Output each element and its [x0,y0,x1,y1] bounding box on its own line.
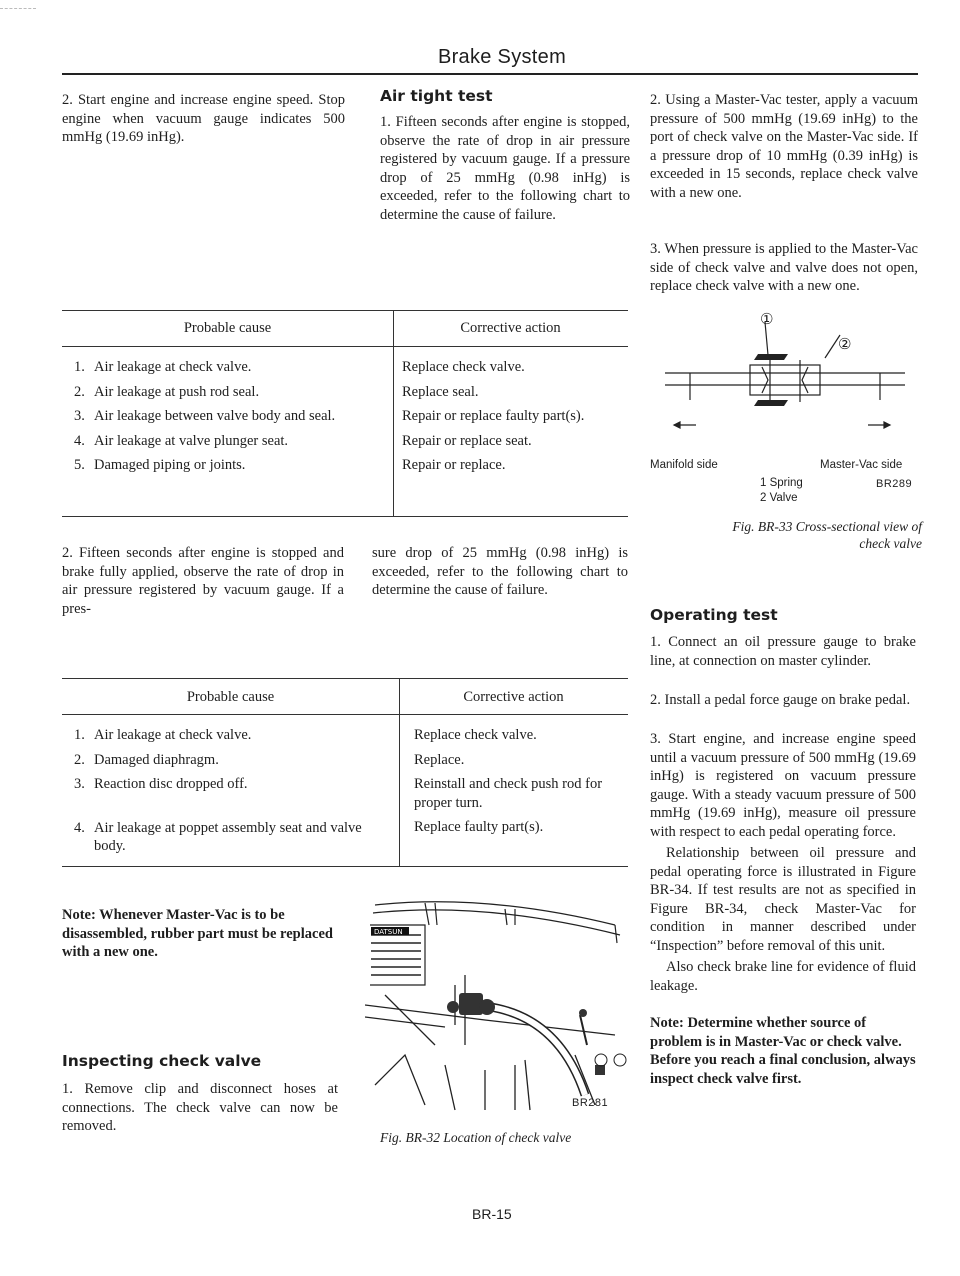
table-1-divider [393,310,394,516]
table-row: 3. Reaction disc dropped off. [74,776,248,793]
table-2-causes [74,726,374,862]
operating-heading: Operating test [650,606,778,624]
left-note: Note: Whenever Master-Vac is to be disassembled, rubber part must be replaced with a new one. [62,907,333,961]
header-rule [62,73,918,75]
right-note: Note: Determine whether source of problem is in Master-Vac or check valve. Before you reach a final conclusion, always inspect check valve first. [650,1015,916,1087]
table-row: 1. Air leakage at check valve. [74,727,252,743]
table-1-causes [74,358,364,481]
fig-br33-diagram [650,310,920,440]
fig-br33-left-label: Manifold side [650,459,718,471]
table-2-col-action: Corrective action [463,689,564,705]
right-top-paragraph-2: 2. Using a Master-Vac tester, apply a vacuum pressure of 500 mmHg (19.69 inHg) to the port of check valve on the Master-Vac side. If a pressure drop of 10 mmHg (0.39 inHg) is exceeded in 15 seconds, replace check valve with a new one. [650,92,918,201]
left-top-paragraph: 2. Start engine and increase engine speed. Stop engine when vacuum gauge indicates 500 mmHg (19.69 inHg). [62,92,345,146]
fig-br33-callout-1: ① [760,311,774,328]
operating-paragraph-1: 1. Connect an oil pressure gauge to brake line, at connection on master cylinder. [650,634,916,669]
fig-br33-right-label: Master-Vac side [820,459,903,471]
table-2-top-rule [62,678,628,679]
table-row: 2. Damaged diaphragm. [74,751,219,768]
table-2-end-rule [62,866,628,867]
fig-br33-callout-2: ② [838,336,852,353]
table-cell: Replace check valve. [414,727,537,743]
fig-br32-brand: DATSUN [374,928,403,936]
inspecting-paragraph: 1. Remove clip and disconnect hoses at connections. The check valve can now be removed. [62,1081,338,1135]
inspecting-heading: Inspecting check valve [62,1052,262,1070]
table-cell: Replace faulty part(s). [414,819,544,836]
check-valve-cross-section [650,310,920,440]
table-2-header-rule [62,714,628,715]
operating-paragraph-2: 2. Install a pedal force gauge on brake pedal. [650,692,911,708]
fig-br33-caption: Fig. BR-33 Cross-sectional view of check valve [732,519,922,551]
table-cell: Repair or replace. [402,457,506,474]
table-row: 1. Air leakage at check valve. [74,359,252,375]
table-cell: Repair or replace faulty part(s). [402,408,585,425]
table-2-actions [414,726,604,843]
table-1-header-rule [62,346,628,347]
right-top-paragraph-3: 3. When pressure is applied to the Master-Vac side of check valve and valve does not open, replace check valve with a new one. [650,241,918,295]
fig-br32-photo [365,895,630,1120]
engine-bay-illustration [365,895,630,1120]
table-cell: Replace. [414,751,465,768]
table-row: 4. Air leakage at poppet assembly seat and valve body. [74,819,362,855]
fig-br32-caption: Fig. BR-32 Location of check valve [380,1130,572,1145]
table-row: 4. Air leakage at valve plunger seat. [74,432,289,449]
table-cell: Replace seal. [402,383,479,400]
operating-paragraph-5: Also check brake line for evidence of fluid leakage. [650,959,916,994]
table-2-col-cause: Probable cause [186,689,275,705]
table-1-top-rule [62,310,628,311]
fig-br32-code: BR281 [572,1097,609,1109]
page-title: Brake System [437,46,567,68]
table-row: 5. Damaged piping or joints. [74,457,246,474]
table-cell: Reinstall and check push rod for proper turn. [414,776,603,811]
table-1-end-rule [62,516,628,517]
table-1-col-action: Corrective action [460,320,561,336]
table-1-col-cause: Probable cause [183,320,272,336]
table-1-actions [402,358,602,481]
table-row: 2. Air leakage at push rod seal. [74,383,260,400]
fig-br33-legend-2: 2 Valve [760,492,798,504]
mid-right-paragraph: sure drop of 25 mmHg (0.98 inHg) is exceeded, refer to the following chart to determine the cause of failure. [372,545,628,599]
page-number: BR-15 [472,1206,512,1222]
fig-br33-legend-1: 1 Spring [760,477,803,489]
air-tight-heading: Air tight test [380,87,493,105]
table-cell: Repair or replace seat. [402,432,532,449]
fig-br33-code: BR289 [876,478,913,490]
scan-mark [0,8,36,11]
table-row: 3. Air leakage between valve body and seal. [74,408,336,425]
air-tight-paragraph: 1. Fifteen seconds after engine is stopped, observe the rate of drop in air pressure registered by vacuum gauge. If a pressure drop of 25 mmHg (0.98 inHg) is exceeded, refer to the following chart to determine the cause of failure. [380,114,630,223]
operating-paragraph-3: 3. Start engine, and increase engine speed until a vacuum pressure of 500 mmHg (19.69 inHg) is registered on vacuum pressure gauge. With a steady vacuum pressure of 500 mmHg (19.69 inHg), measure oil pressure with respect to each pedal operating force. [650,731,916,840]
table-cell: Replace check valve. [402,359,525,375]
operating-paragraph-4: Relationship between oil pressure and pedal operating force is illustrated in Figure BR-34. If test results are not as specified in Figure BR-34, check Master-Vac for condition in manner described under “Inspection” before removal of this unit. [650,845,916,954]
mid-left-paragraph: 2. Fifteen seconds after engine is stopped and brake fully applied, observe the rate of drop in air pressure registered by vacuum gauge. If a pres- [62,545,344,617]
